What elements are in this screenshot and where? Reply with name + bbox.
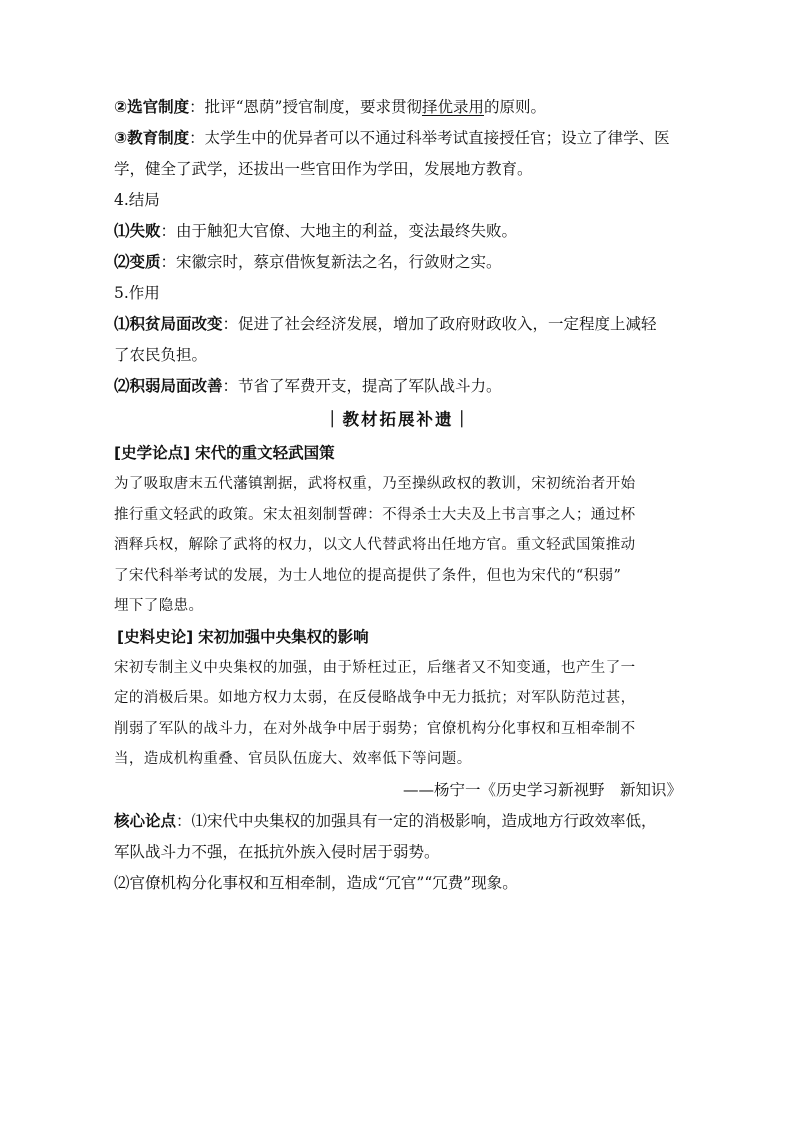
section-heading-effect: 5.作用 — [114, 284, 160, 302]
list-item-education-continued — [114, 154, 682, 185]
item-text: ：促进了社会经济发展，增加了政府财政收入，一定程度上减轻 — [222, 315, 657, 333]
item-text: ：太学生中的优异者可以不通过科举考试直接授任官；设立了律学、医 — [189, 129, 670, 147]
item-label: ②选官制度 — [114, 98, 190, 116]
item-label: ⑴失败 — [114, 222, 161, 240]
item-text: 了农民负担。 — [114, 346, 208, 364]
underlined-term: 择优录用 — [421, 98, 484, 116]
box2-title — [114, 622, 682, 653]
item-text: 学，健全了武学，还拔出一些官田作为学田，发展地方教育。 — [114, 160, 533, 178]
paragraph-line: 推行重文轻武的政策。宋太祖刻制誓碑：不得杀士大夫及上书言事之人；通过杯 — [114, 506, 636, 523]
box2-body — [114, 653, 682, 775]
box-title: 宋初加强中央集权的影响 — [198, 627, 369, 646]
core-text: 军队战斗力不强，在抵抗外族入侵时居于弱势。 — [114, 842, 440, 861]
item-label: ⑵积弱局面改善 — [114, 377, 223, 395]
item-text: ：由于触犯大官僚、大地主的利益，变法最终失败。 — [160, 222, 518, 240]
effect-poverty — [114, 309, 682, 340]
paragraph-line: 酒释兵权，解除了武将的权力，以文人代替武将出任地方官。重文轻武国策推动 — [114, 537, 636, 553]
list-item-official-selection — [114, 92, 682, 123]
effect-poverty-continued — [114, 340, 682, 371]
paragraph-line: 埋下了隐患。 — [114, 598, 204, 614]
document-body — [114, 92, 682, 899]
paragraph-line: 宋初专制主义中央集权的加强，由于矫枉过正，后继者又不知变通，也产生了一 — [114, 659, 636, 676]
box-tag: [史学论点] — [114, 444, 191, 462]
section-banner: ｜教材拓展补遗｜ — [324, 410, 472, 429]
paragraph-line: 了宋代科举考试的发展，为士人地位的提高提供了条件，但也为宋代的“积弱” — [114, 567, 622, 584]
outcome-degeneration — [114, 247, 682, 278]
item-text: ：节省了军费开支，提高了军队战斗力。 — [222, 377, 502, 395]
box1-body — [114, 469, 682, 622]
item-label: ⑵变质 — [114, 253, 161, 271]
core-text: ⑵官僚机构分化事权和互相牵制，造成“冗官”“冗费”现象。 — [114, 873, 518, 892]
paragraph-line: 为了吸取唐末五代藩镇割据，武将权重，乃至操纵政权的教训，宋初统治者开始 — [114, 476, 636, 492]
item-text: 的原则。 — [484, 98, 547, 116]
item-label: ③教育制度 — [114, 129, 190, 147]
core-argument — [114, 806, 682, 837]
core-text: ：⑴宋代中央集权的加强具有一定的消极影响，造成地方行政效率低， — [176, 811, 657, 830]
paragraph-line: 削弱了军队的战斗力，在对外战争中居于弱势；官僚机构分化事权和互相牵制不 — [114, 720, 636, 737]
box1-title — [114, 438, 682, 469]
item-text: ：批评“恩荫”授官制度，要求贯彻 — [189, 98, 422, 116]
citation-source: ——杨宁一《历史学习新视野 新知识》 — [402, 780, 682, 799]
section-heading-outcome: 4.结局 — [114, 191, 160, 209]
box-title: 宋代的重文轻武国策 — [195, 444, 335, 462]
item-text: ：宋徽宗时，蔡京借恢复新法之名，行敛财之实。 — [160, 253, 502, 271]
item-label: ⑴积贫局面改变 — [114, 315, 223, 333]
outcome-failure — [114, 216, 682, 247]
box-tag: [史料史论] — [117, 627, 194, 646]
core-label: 核心论点 — [114, 811, 177, 830]
core-argument-continued — [114, 837, 682, 868]
list-item-education — [114, 123, 682, 154]
effect-weakness — [114, 371, 682, 402]
paragraph-line: 当，造成机构重叠、官员队伍庞大、效率低下等问题。 — [114, 751, 472, 767]
paragraph-line: 定的消极后果。如地方权力太弱，在反侵略战争中无力抵抗；对军队防范过甚， — [114, 690, 636, 706]
core-argument-2 — [114, 868, 682, 899]
